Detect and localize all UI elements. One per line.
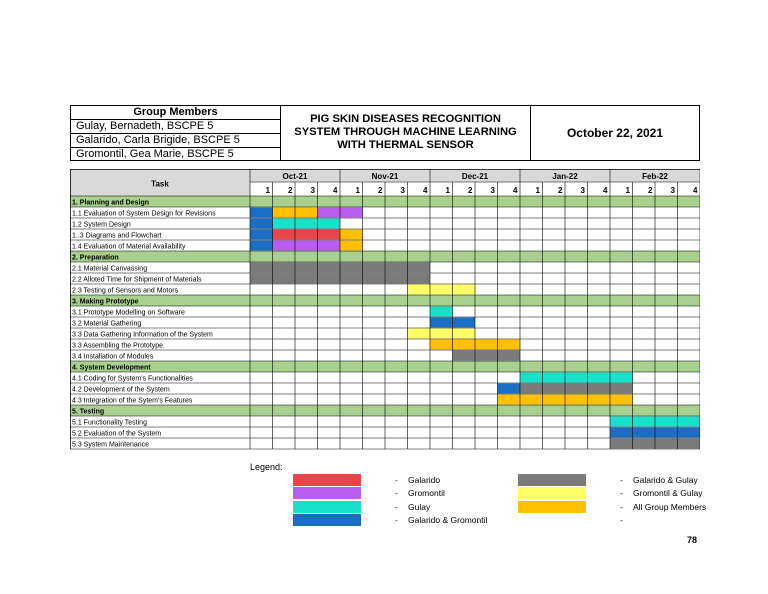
task-bar [250, 208, 273, 218]
date-cell [531, 106, 699, 160]
section-label: 5. Testing [72, 408, 105, 416]
task-label: 5.1 Functionality Testing [72, 419, 147, 427]
section-label: 4. System Development [72, 364, 151, 372]
task-label: 1.4 Evaluation of Material Availability [72, 243, 186, 251]
task-bar [273, 219, 341, 229]
legend-swatch-gromontil [293, 487, 361, 499]
week-label: 4 [333, 186, 338, 195]
task-bar [498, 384, 521, 394]
week-label: 3 [400, 186, 405, 195]
member-name: Gromontil, Gea Marie, BSCPE 5 [76, 148, 234, 160]
week-label: 3 [580, 186, 585, 195]
gantt-chart [70, 169, 700, 451]
task-label: 4.2 Development of the System [72, 386, 170, 394]
project-title-line: WITH THERMAL SENSOR [337, 139, 474, 151]
task-label: 3.3 Assembling the Prototype. [72, 342, 165, 350]
group-members-title: Group Members [71, 106, 280, 120]
section-label: 3. Making Prototype [72, 298, 139, 306]
task-bar [340, 241, 363, 251]
month-label: Jan-22 [552, 172, 578, 181]
legend-dash: - [395, 515, 398, 525]
month-label: Feb-22 [642, 172, 668, 181]
document-date: October 22, 2021 [566, 126, 664, 140]
legend-swatch-galarido-gulay [518, 474, 586, 486]
legend-label: Gromontil [408, 488, 445, 498]
legend-dash: - [620, 515, 623, 525]
legend-label: Gromontil & Gulay [633, 488, 703, 498]
week-label: 2 [468, 186, 473, 195]
legend-swatch-all [518, 501, 586, 513]
week-label: 2 [288, 186, 293, 195]
project-title-line: PIG SKIN DISEASES RECOGNITION [310, 113, 501, 125]
task-label: 2.3 Testing of Sensors and Motors [72, 287, 179, 295]
task-bar [273, 241, 341, 251]
week-label: 4 [693, 186, 698, 195]
task-label: 3.2 Material Gathering [72, 320, 142, 328]
week-label: 4 [603, 186, 608, 195]
task-bar [340, 230, 363, 240]
legend-swatch-gulay [293, 501, 361, 513]
month-label: Dec-21 [461, 172, 489, 181]
header-table [70, 105, 700, 161]
week-label: 2 [648, 186, 653, 195]
task-label: 2.1 Material Canvassing [72, 265, 148, 273]
task-label: 2.2 Alloted Time for Shipment of Materials [72, 276, 202, 284]
group-members-cell [71, 106, 281, 160]
week-label: 1 [445, 186, 450, 195]
month-label: Oct-21 [282, 172, 308, 181]
week-label: 2 [558, 186, 563, 195]
project-title [281, 113, 530, 152]
legend-swatch-galarido [293, 474, 361, 486]
legend-label: Gulay [408, 502, 431, 512]
task-label: 5.2 Evaluation of the System [72, 430, 162, 438]
legend-dash: - [620, 475, 623, 485]
legend-dash: - [620, 502, 623, 512]
task-label: 1.2 System Design [72, 221, 131, 229]
task-label: 1..3 Diagrams and Flowchart [72, 232, 162, 240]
task-bar [250, 230, 273, 240]
legend-label: Galarido & Gromontil [408, 515, 488, 525]
week-label: 1 [265, 186, 270, 195]
week-label: 3 [310, 186, 315, 195]
legend-label: All Group Members [633, 502, 707, 512]
legend-dash: - [395, 502, 398, 512]
task-bar [250, 219, 273, 229]
task-label: 1.1 Evaluation of System Design for Revisions [72, 210, 216, 218]
task-bar [408, 329, 476, 339]
task-bar [430, 307, 453, 317]
task-bar [273, 230, 341, 240]
task-bar [408, 285, 476, 295]
task-label: 5.3 System Maintenance [72, 441, 150, 449]
section-label: 1. Planning and Design [72, 199, 150, 207]
gantt-svg [70, 169, 700, 451]
legend-label: Galarido & Gulay [633, 475, 698, 485]
week-label: 1 [355, 186, 360, 195]
project-title-line: SYSTEM THROUGH MACHINE LEARNING [294, 126, 517, 138]
task-label: 4.1 Coding for System's Functionalities [72, 375, 193, 383]
legend-swatch-gromontil-gulay [518, 487, 586, 499]
page-number: 78 [687, 535, 698, 545]
legend-dash: - [620, 488, 623, 498]
section-label: 2. Preparation [72, 254, 119, 262]
legend-label: Galarido [408, 475, 441, 485]
month-label: Nov-21 [371, 172, 399, 181]
member-name: Gulay, Bernadeth, BSCPE 5 [71, 120, 280, 134]
week-label: 3 [670, 186, 675, 195]
member-name: Galarido, Carla Brigide, BSCPE 5 [71, 134, 280, 148]
legend-title: Legend: [250, 462, 283, 472]
project-title-cell [281, 106, 531, 160]
week-label: 4 [423, 186, 428, 195]
task-label: 3.4 Installation of Modules [72, 353, 154, 361]
legend-swatch-galarido-gromontil [293, 514, 361, 526]
task-label: 3.3 Data Gathering Information of the System [72, 331, 213, 339]
task-bar [520, 384, 633, 394]
legend-dash: - [395, 475, 398, 485]
week-label: 1 [535, 186, 540, 195]
task-bar [250, 241, 273, 251]
task-bar [520, 373, 633, 383]
task-label: 3.1 Prototype Modelling on Software [72, 309, 185, 317]
task-label: 4.3 Integration of the Sytem's Features [72, 397, 193, 405]
task-bar [453, 351, 521, 361]
week-label: 1 [625, 186, 630, 195]
task-column-header: Task [151, 179, 169, 189]
week-label: 3 [490, 186, 495, 195]
week-label: 2 [378, 186, 383, 195]
legend-dash: - [395, 488, 398, 498]
week-label: 4 [513, 186, 518, 195]
